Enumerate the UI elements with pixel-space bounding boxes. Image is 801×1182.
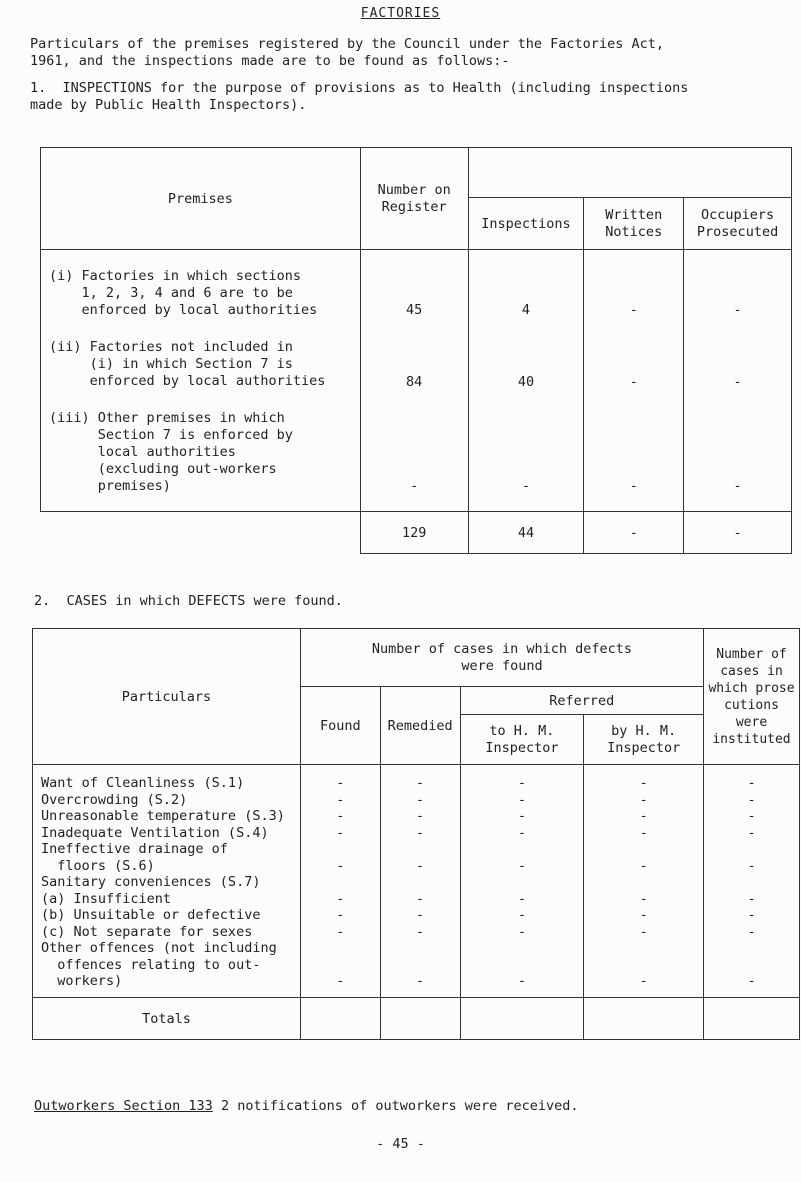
totals-label: Totals	[33, 998, 301, 1040]
found-dashes	[301, 765, 380, 997]
dash-mark: -	[747, 791, 756, 808]
prosecutions-col	[704, 765, 800, 998]
page-number: - 45 -	[376, 1136, 425, 1152]
dash-mark: -	[517, 791, 526, 808]
dash-mark: -	[747, 923, 756, 940]
header-particulars: Particulars	[33, 629, 301, 765]
totals-prosecutions	[704, 998, 800, 1040]
by-hm-dashes	[584, 765, 703, 997]
header-by-hm-inspector: by H. M. Inspector	[584, 715, 704, 765]
section-2-title: 2. CASES in which DEFECTS were found.	[34, 593, 343, 609]
dash-mark: -	[639, 973, 648, 989]
total-notices: -	[584, 512, 684, 554]
header-occupiers-prosecuted: Occupiers Prosecuted	[684, 198, 792, 250]
number-row-ii: 84	[406, 374, 423, 390]
header-prosecutions: Number of cases in which prose cutions were instituted	[704, 629, 800, 765]
prosecuted-col	[684, 250, 792, 512]
to-hm-dashes	[461, 765, 584, 997]
dash-mark: -	[416, 857, 425, 874]
header-remedied: Remedied	[380, 687, 460, 765]
dash-mark: -	[416, 890, 425, 907]
header-number-on-register: Number on Register	[360, 148, 468, 250]
dash-mark: -	[639, 808, 648, 824]
dash-mark: -	[416, 907, 425, 923]
outworkers-note	[34, 1098, 579, 1114]
found-col	[300, 765, 380, 998]
premises-row-iii: (iii) Other premises in which Section 7 is enforced by local authorities (excluding out-workers premises)	[49, 410, 293, 494]
dash-mark: -	[416, 775, 425, 791]
dash-mark: -	[416, 808, 425, 824]
totals-by-hm	[584, 998, 704, 1040]
outworkers-text: 2 notifications of outworkers were received.	[212, 1098, 579, 1114]
page-heading: FACTORIES	[360, 6, 441, 21]
dash-mark: -	[416, 923, 425, 940]
dash-mark: -	[639, 775, 648, 791]
total-number: 129	[360, 512, 468, 554]
premises-row-ii: (ii) Factories not included in (i) in which Section 7 is enforced by local authorities	[49, 339, 326, 389]
totals-to-hm	[460, 998, 584, 1040]
number-row-iii: -	[410, 478, 419, 494]
dash-mark: -	[517, 824, 526, 841]
dash-mark: -	[336, 808, 345, 824]
premises-row-i: (i) Factories in which sections 1, 2, 3, 4 and 6 are to be enforced by local authorities	[49, 268, 318, 318]
dash-mark: -	[336, 791, 345, 808]
inspections-row-i: 4	[521, 302, 531, 318]
dash-mark: -	[517, 890, 526, 907]
to-hm-col	[460, 765, 584, 998]
dash-mark: -	[747, 775, 756, 791]
notices-row-iii: -	[629, 478, 638, 494]
particulars-list	[33, 765, 301, 998]
prosecutions-dashes	[704, 765, 799, 997]
dash-mark: -	[517, 923, 526, 940]
dash-mark: -	[517, 808, 526, 824]
dash-mark: -	[517, 973, 526, 989]
dash-mark: -	[336, 824, 345, 841]
header-written-notices: Written Notices	[584, 198, 684, 250]
dash-mark: -	[639, 923, 648, 940]
premises-list	[41, 250, 361, 512]
section-1-title-cont: made by Public Health Inspectors).	[30, 97, 307, 113]
dash-mark: -	[416, 791, 425, 808]
totals-found	[300, 998, 380, 1040]
particulars-text: Want of Cleanliness (S.1) Overcrowding (S.2) Unreasonable temperature (S.3) Inadequate Ventilation (S.4) Ineffective drainage of floors (S.6) Sanitary conveniences (S.7) (a) Insufficient (b) Unsuitable or defective (c) Not separate for sexes Other offences (not including offences relating to out- workers)	[41, 775, 285, 989]
header-blank	[468, 148, 791, 198]
inspections-col	[468, 250, 584, 512]
inspections-row-iii: -	[521, 478, 531, 494]
dash-mark: -	[517, 857, 526, 874]
prosecuted-row-ii: -	[733, 374, 742, 390]
notices-row-i: -	[629, 302, 638, 318]
dash-mark: -	[336, 857, 345, 874]
totals-blank	[41, 512, 361, 554]
dash-mark: -	[747, 824, 756, 841]
totals-remedied	[380, 998, 460, 1040]
dash-mark: -	[639, 907, 648, 923]
header-premises: Premises	[41, 148, 361, 250]
section-1-title: 1. INSPECTIONS for the purpose of provisions as to Health (including inspections	[30, 80, 689, 96]
remedied-col	[380, 765, 460, 998]
dash-mark: -	[747, 808, 756, 824]
header-inspections: Inspections	[468, 198, 584, 250]
dash-mark: -	[336, 907, 345, 923]
inspections-table	[40, 147, 792, 554]
inspections-row-ii: 40	[517, 374, 535, 390]
outworkers-label: Outworkers Section 133	[34, 1098, 213, 1114]
dash-mark: -	[416, 824, 425, 841]
remedied-dashes	[381, 765, 460, 997]
total-inspections: 44	[468, 512, 584, 554]
dash-mark: -	[336, 890, 345, 907]
dash-mark: -	[639, 857, 648, 874]
header-referred: Referred	[460, 687, 703, 715]
intro-line-1: Particulars of the premises registered by the Council under the Factories Act,	[30, 36, 664, 52]
number-row-i: 45	[406, 302, 423, 318]
intro-line-2: 1961, and the inspections made are to be found as follows:-	[30, 53, 510, 69]
header-found: Found	[300, 687, 380, 765]
defects-table	[32, 628, 800, 1040]
dash-mark: -	[747, 973, 756, 989]
notices-col	[584, 250, 684, 512]
dash-mark: -	[747, 890, 756, 907]
number-col	[360, 250, 468, 512]
total-prosecuted: -	[684, 512, 792, 554]
dash-mark: -	[517, 907, 526, 923]
dash-mark: -	[336, 923, 345, 940]
prosecuted-row-i: -	[733, 302, 742, 318]
header-number-of-cases: Number of cases in which defects were found	[300, 629, 703, 687]
dash-mark: -	[336, 973, 345, 989]
dash-mark: -	[639, 791, 648, 808]
dash-mark: -	[639, 824, 648, 841]
prosecuted-row-iii: -	[733, 478, 742, 494]
notices-row-ii: -	[629, 374, 638, 390]
dash-mark: -	[416, 973, 425, 989]
by-hm-col	[584, 765, 704, 998]
header-to-hm-inspector: to H. M. Inspector	[460, 715, 584, 765]
dash-mark: -	[747, 857, 756, 874]
dash-mark: -	[336, 775, 345, 791]
dash-mark: -	[639, 890, 648, 907]
dash-mark: -	[517, 775, 526, 791]
dash-mark: -	[747, 907, 756, 923]
